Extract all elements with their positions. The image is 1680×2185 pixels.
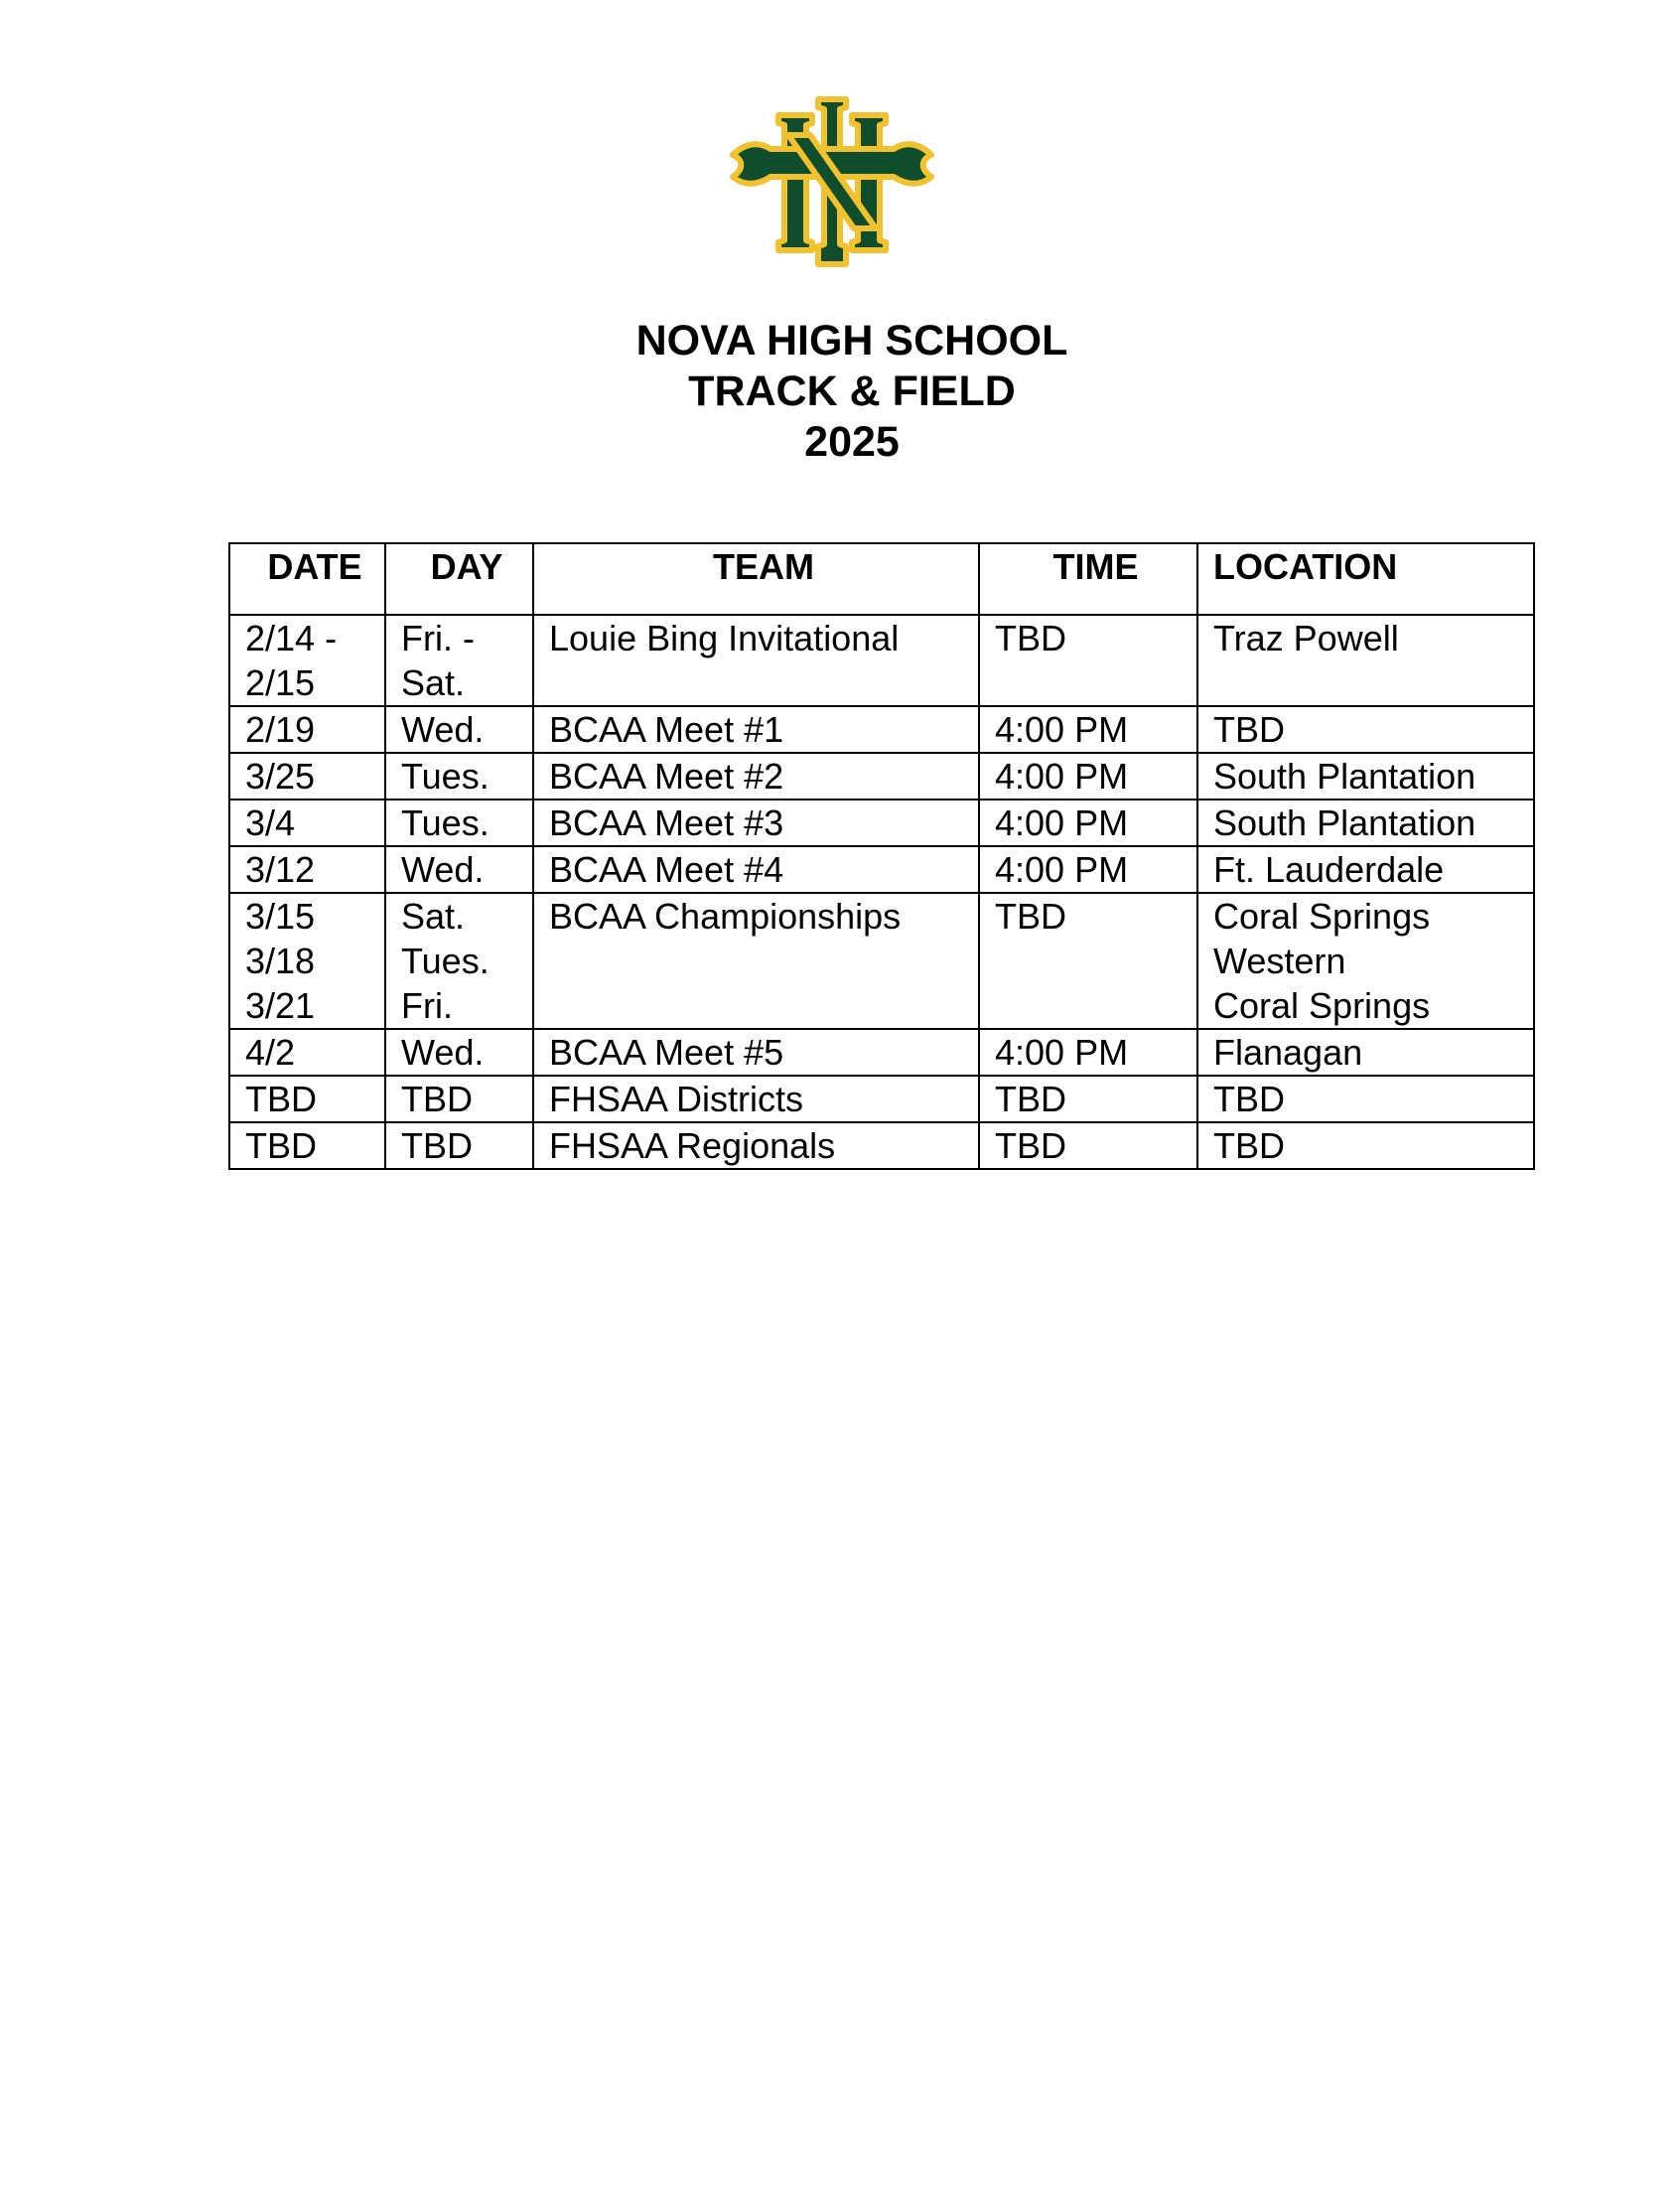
table-row — [229, 893, 1534, 1029]
cell-time — [979, 615, 1197, 706]
time-text: 4:00 PM — [995, 802, 1129, 843]
cell-team — [533, 1122, 979, 1169]
cell-day — [385, 1076, 533, 1122]
cell-location — [1197, 1122, 1534, 1169]
season-year: 2025 — [804, 418, 900, 466]
day-text: Wed. — [401, 709, 485, 750]
cell-date — [229, 893, 385, 1029]
date-text: 3/21 — [245, 985, 316, 1026]
location-text: South Plantation — [1213, 756, 1476, 797]
table-row — [229, 846, 1534, 893]
location-text: Ft. Lauderdale — [1213, 849, 1445, 890]
team-text: BCAA Meet #5 — [549, 1032, 784, 1073]
day-text: Wed. — [401, 1032, 485, 1073]
cell-team — [533, 893, 979, 1029]
cell-location — [1197, 800, 1534, 846]
cell-day — [385, 800, 533, 846]
cell-date — [229, 800, 385, 846]
cell-location — [1197, 846, 1534, 893]
cell-day — [385, 1029, 533, 1076]
cell-team — [533, 615, 979, 706]
time-text: 4:00 PM — [995, 1032, 1129, 1073]
header-location: LOCATION — [1197, 543, 1534, 615]
cell-location — [1197, 615, 1534, 706]
date-text: 2/19 — [245, 709, 316, 750]
cell-date — [229, 615, 385, 706]
day-text: Sat. — [401, 662, 466, 703]
cell-date — [229, 1029, 385, 1076]
cell-time — [979, 706, 1197, 753]
cell-day — [385, 615, 533, 706]
date-text: 3/25 — [245, 756, 316, 797]
cell-time — [979, 800, 1197, 846]
day-text: Fri. - — [401, 618, 475, 658]
cell-team — [533, 753, 979, 800]
cell-location — [1197, 1076, 1534, 1122]
location-text: South Plantation — [1213, 802, 1476, 843]
team-text: BCAA Championships — [549, 896, 902, 937]
team-text: BCAA Meet #1 — [549, 709, 784, 750]
cell-day — [385, 1122, 533, 1169]
cell-time — [979, 1076, 1197, 1122]
table-row — [229, 1029, 1534, 1076]
cell-date — [229, 846, 385, 893]
day-text: Tues. — [401, 941, 490, 981]
cell-date — [229, 1076, 385, 1122]
cell-day — [385, 706, 533, 753]
cell-date — [229, 706, 385, 753]
table-row — [229, 615, 1534, 706]
cell-time — [979, 753, 1197, 800]
table-row — [229, 1076, 1534, 1122]
location-text: Flanagan — [1213, 1032, 1363, 1073]
cell-location — [1197, 893, 1534, 1029]
header-time: TIME — [979, 543, 1197, 615]
cell-team — [533, 800, 979, 846]
time-text: TBD — [995, 618, 1066, 658]
header-date: DATE — [229, 543, 385, 615]
nova-nh-monogram-icon — [727, 95, 937, 270]
school-name: NOVA HIGH SCHOOL — [635, 317, 1068, 364]
cell-team — [533, 706, 979, 753]
date-text: TBD — [245, 1079, 317, 1119]
date-text: TBD — [245, 1125, 317, 1166]
team-text: FHSAA Regionals — [549, 1125, 836, 1166]
table-row — [229, 706, 1534, 753]
header-day: DAY — [385, 543, 533, 615]
time-text: TBD — [995, 1079, 1066, 1119]
cell-day — [385, 893, 533, 1029]
day-text: TBD — [401, 1125, 473, 1166]
day-text: Fri. — [401, 985, 453, 1026]
title-block — [0, 316, 1680, 468]
day-text: Sat. — [401, 896, 466, 937]
schedule-table — [228, 542, 1535, 1170]
day-text: Tues. — [401, 756, 490, 797]
location-text: Western — [1213, 941, 1346, 981]
cell-time — [979, 1029, 1197, 1076]
header-team: TEAM — [533, 543, 979, 615]
cell-date — [229, 1122, 385, 1169]
date-text: 2/14 - — [245, 618, 338, 658]
cell-team — [533, 1076, 979, 1122]
time-text: 4:00 PM — [995, 756, 1129, 797]
cell-time — [979, 846, 1197, 893]
team-text: BCAA Meet #4 — [549, 849, 784, 890]
location-text: Traz Powell — [1213, 618, 1399, 658]
time-text: TBD — [995, 896, 1066, 937]
team-text: BCAA Meet #3 — [549, 802, 784, 843]
header-row — [229, 543, 1534, 615]
cell-location — [1197, 753, 1534, 800]
time-text: TBD — [995, 1125, 1066, 1166]
location-text: TBD — [1213, 1125, 1285, 1166]
cell-team — [533, 1029, 979, 1076]
cell-location — [1197, 1029, 1534, 1076]
team-text: BCAA Meet #2 — [549, 756, 784, 797]
location-text: TBD — [1213, 1079, 1285, 1119]
date-text: 2/15 — [245, 662, 316, 703]
cell-team — [533, 846, 979, 893]
cell-location — [1197, 706, 1534, 753]
cell-time — [979, 893, 1197, 1029]
sport-name: TRACK & FIELD — [688, 367, 1016, 415]
date-text: 3/18 — [245, 941, 316, 981]
cell-day — [385, 753, 533, 800]
day-text: TBD — [401, 1079, 473, 1119]
cell-time — [979, 1122, 1197, 1169]
cell-day — [385, 846, 533, 893]
team-text: Louie Bing Invitational — [549, 618, 900, 658]
date-text: 3/15 — [245, 896, 316, 937]
day-text: Wed. — [401, 849, 485, 890]
location-text: Coral Springs — [1213, 985, 1431, 1026]
time-text: 4:00 PM — [995, 849, 1129, 890]
date-text: 3/4 — [245, 802, 296, 843]
team-text: FHSAA Districts — [549, 1079, 804, 1119]
time-text: 4:00 PM — [995, 709, 1129, 750]
location-text: Coral Springs — [1213, 896, 1431, 937]
table-row — [229, 1122, 1534, 1169]
cell-date — [229, 753, 385, 800]
location-text: TBD — [1213, 709, 1285, 750]
day-text: Tues. — [401, 802, 490, 843]
table-row — [229, 753, 1534, 800]
table-row — [229, 800, 1534, 846]
date-text: 3/12 — [245, 849, 316, 890]
date-text: 4/2 — [245, 1032, 296, 1073]
